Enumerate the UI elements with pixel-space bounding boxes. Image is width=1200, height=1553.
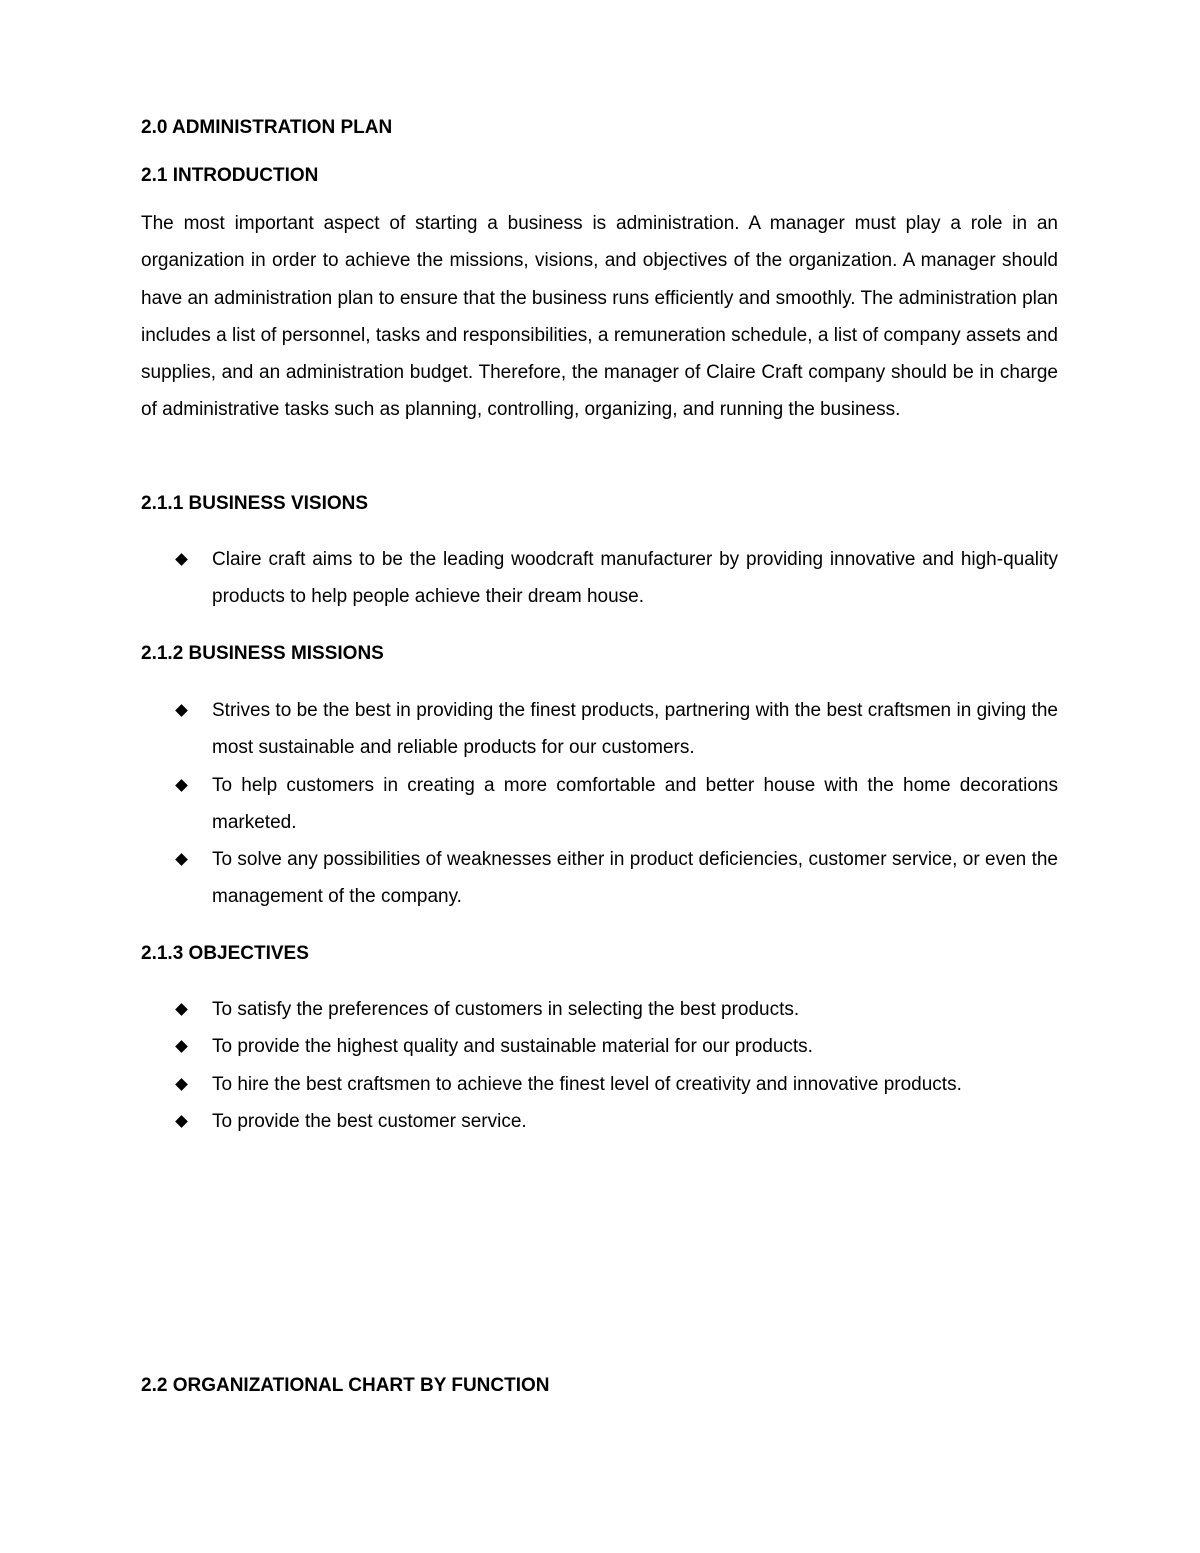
list-item-text: Claire craft aims to be the leading woodcraft manufacturer by providing innovative and high-quality products to help people achieve their dream house.	[212, 549, 1058, 608]
list-item	[141, 1028, 1058, 1065]
list-item-text: To provide the best customer service.	[212, 1110, 527, 1132]
diamond-bullet-icon	[175, 1003, 188, 1016]
list-item-text: To satisfy the preferences of customers in selecting the best products.	[212, 999, 800, 1020]
missions-list	[141, 692, 1058, 916]
diamond-bullet-icon	[175, 553, 188, 566]
diamond-bullet-icon	[175, 1115, 188, 1128]
intro-paragraph: The most important aspect of starting a business is administration. A manager must play a role in an organization in order to achieve the missions, visions, and objectives of the organization. A manager should have an administration plan to ensure that the business runs efficiently and smoothly. The administration plan includes a list of personnel, tasks and responsibilities, a remuneration schedule, a list of company assets and supplies, and an administration budget. Therefore, the manager of Claire Craft company should be in charge of administrative tasks such as planning, controlling, organizing, and running the business.	[141, 213, 1058, 421]
diamond-bullet-icon	[175, 704, 188, 717]
list-item-text: Strives to be the best in providing the finest products, partnering with the best craftsmen in giving the most sustainable and reliable products for our customers.	[212, 700, 1058, 759]
list-item	[141, 767, 1058, 842]
objectives-heading: 2.1.3 OBJECTIVES	[141, 943, 309, 964]
list-item-text: To help customers in creating a more comfortable and better house with the home decorations marketed.	[212, 774, 1058, 833]
list-item	[141, 541, 1058, 616]
diamond-bullet-icon	[175, 853, 188, 866]
missions-heading: 2.1.2 BUSINESS MISSIONS	[141, 643, 384, 664]
list-item	[141, 692, 1058, 767]
org-chart-heading: 2.2 ORGANIZATIONAL CHART BY FUNCTION	[141, 1375, 550, 1396]
visions-heading: 2.1.1 BUSINESS VISIONS	[141, 493, 369, 514]
diamond-bullet-icon	[175, 1078, 188, 1091]
list-item-text: To hire the best craftsmen to achieve the finest level of creativity and innovative products.	[212, 1073, 962, 1095]
list-item	[141, 1103, 1058, 1140]
visions-list	[141, 541, 1058, 616]
diamond-bullet-icon	[175, 779, 188, 792]
list-item	[141, 1066, 1058, 1103]
objectives-list	[141, 991, 1058, 1140]
list-item-text: To provide the highest quality and sustainable material for our products.	[212, 1036, 813, 1058]
list-item	[141, 841, 1058, 916]
intro-heading: 2.1 INTRODUCTION	[141, 165, 319, 186]
list-item-text: To solve any possibilities of weaknesses either in product deficiencies, customer service, or even the management of the company.	[212, 849, 1058, 908]
diamond-bullet-icon	[175, 1040, 188, 1053]
section-title: 2.0 ADMINISTRATION PLAN	[141, 117, 393, 138]
list-item	[141, 991, 1058, 1028]
